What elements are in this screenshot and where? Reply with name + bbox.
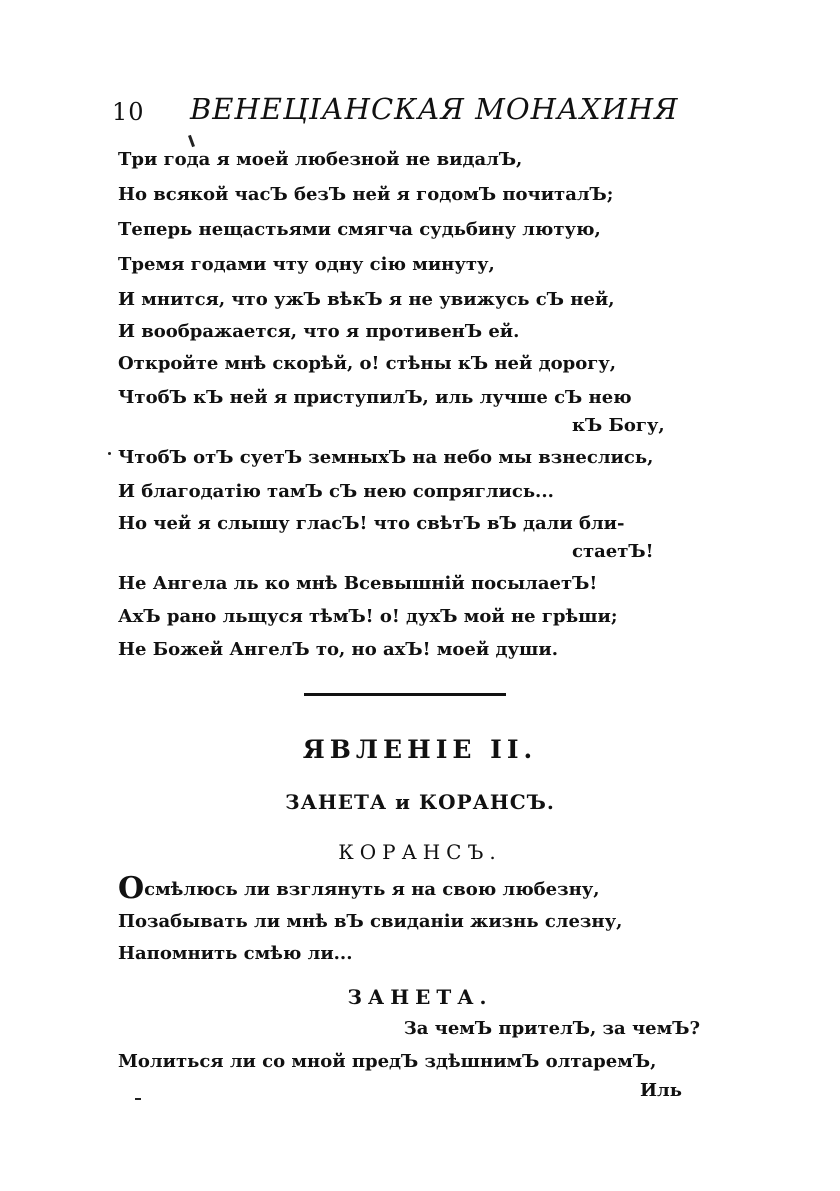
zaneta-line-1: За чемЪ прителЪ, за чемЪ? bbox=[403, 1018, 700, 1039]
zaneta-line-2: Молиться ли со мной предЪ здѣшнимЪ олтаремЪ, bbox=[118, 1051, 657, 1072]
corans-line-1-text: смѣлюсь ли взглянуть я на свою любезну, bbox=[144, 879, 600, 900]
verse-line-7: Откройте мнѣ скорѣй, о! стѣны кЪ ней дорогу, bbox=[118, 353, 617, 374]
catchword: Иль bbox=[640, 1080, 682, 1101]
ink-speck bbox=[108, 452, 111, 455]
corans-line-3: Напомнить смѣю ли... bbox=[118, 943, 353, 964]
section-divider bbox=[304, 693, 506, 696]
drop-cap: О bbox=[118, 871, 145, 906]
verse-line-8-continuation: кЪ Богу, bbox=[572, 415, 665, 436]
speaker-corans: КОРАНСЪ. bbox=[338, 840, 502, 864]
verse-line-11-continuation: стаетЪ! bbox=[572, 541, 654, 562]
verse-line-9: ЧтобЪ отЪ суетЪ земныхЪ на небо мы взнеслись, bbox=[118, 447, 654, 468]
verse-line-14: Не Божей АнгелЪ то, но ахЪ! моей души. bbox=[118, 639, 558, 660]
verse-line-8: ЧтобЪ кЪ ней я приступилЪ, иль лучше сЪ нею bbox=[118, 387, 632, 408]
verse-line-10: И благодатiю тамЪ сЪ нею сопряглись... bbox=[118, 481, 554, 502]
page-header bbox=[112, 92, 679, 132]
verse-line-6: И воображается, что я противенЪ ей. bbox=[118, 321, 520, 342]
running-title: ВЕНЕЦIАНСКАЯ МОНАХИНЯ bbox=[190, 92, 679, 126]
verse-line-2: Но всякой часЪ безЪ ней я годомЪ почиталЪ; bbox=[118, 184, 614, 205]
scene-title: ЯВЛЕНIЕ II. bbox=[302, 735, 538, 764]
speaker-zaneta: ЗАНЕТА. bbox=[347, 985, 493, 1009]
verse-line-4: Тремя годами чту одну сiю минуту, bbox=[118, 254, 495, 275]
corans-line-1 bbox=[118, 871, 600, 906]
scene-persons: ЗАНЕТА и КОРАНСЪ. bbox=[285, 790, 555, 814]
verse-line-1: Три года я моей любезной не видалЪ, bbox=[118, 149, 523, 170]
page-number: 10 bbox=[112, 98, 145, 126]
ink-speck bbox=[135, 1098, 141, 1100]
verse-line-11: Но чей я слышу гласЪ! что свѣтЪ вЪ дали бли- bbox=[118, 513, 625, 534]
ink-mark bbox=[188, 135, 195, 147]
verse-line-12: Не Ангела ль ко мнѣ Всевышнiй посылаетЪ! bbox=[118, 573, 598, 594]
corans-line-2: Позабывать ли мнѣ вЪ свиданiи жизнь слезну, bbox=[118, 911, 623, 932]
verse-line-13: АхЪ рано льщуся тѣмЪ! о! духЪ мой не грѣши; bbox=[118, 606, 618, 627]
verse-line-3: Теперь нещастьями смягча судьбину лютую, bbox=[118, 219, 601, 240]
verse-line-5: И мнится, что ужЪ вѣкЪ я не увижусь сЪ ней, bbox=[118, 289, 615, 310]
